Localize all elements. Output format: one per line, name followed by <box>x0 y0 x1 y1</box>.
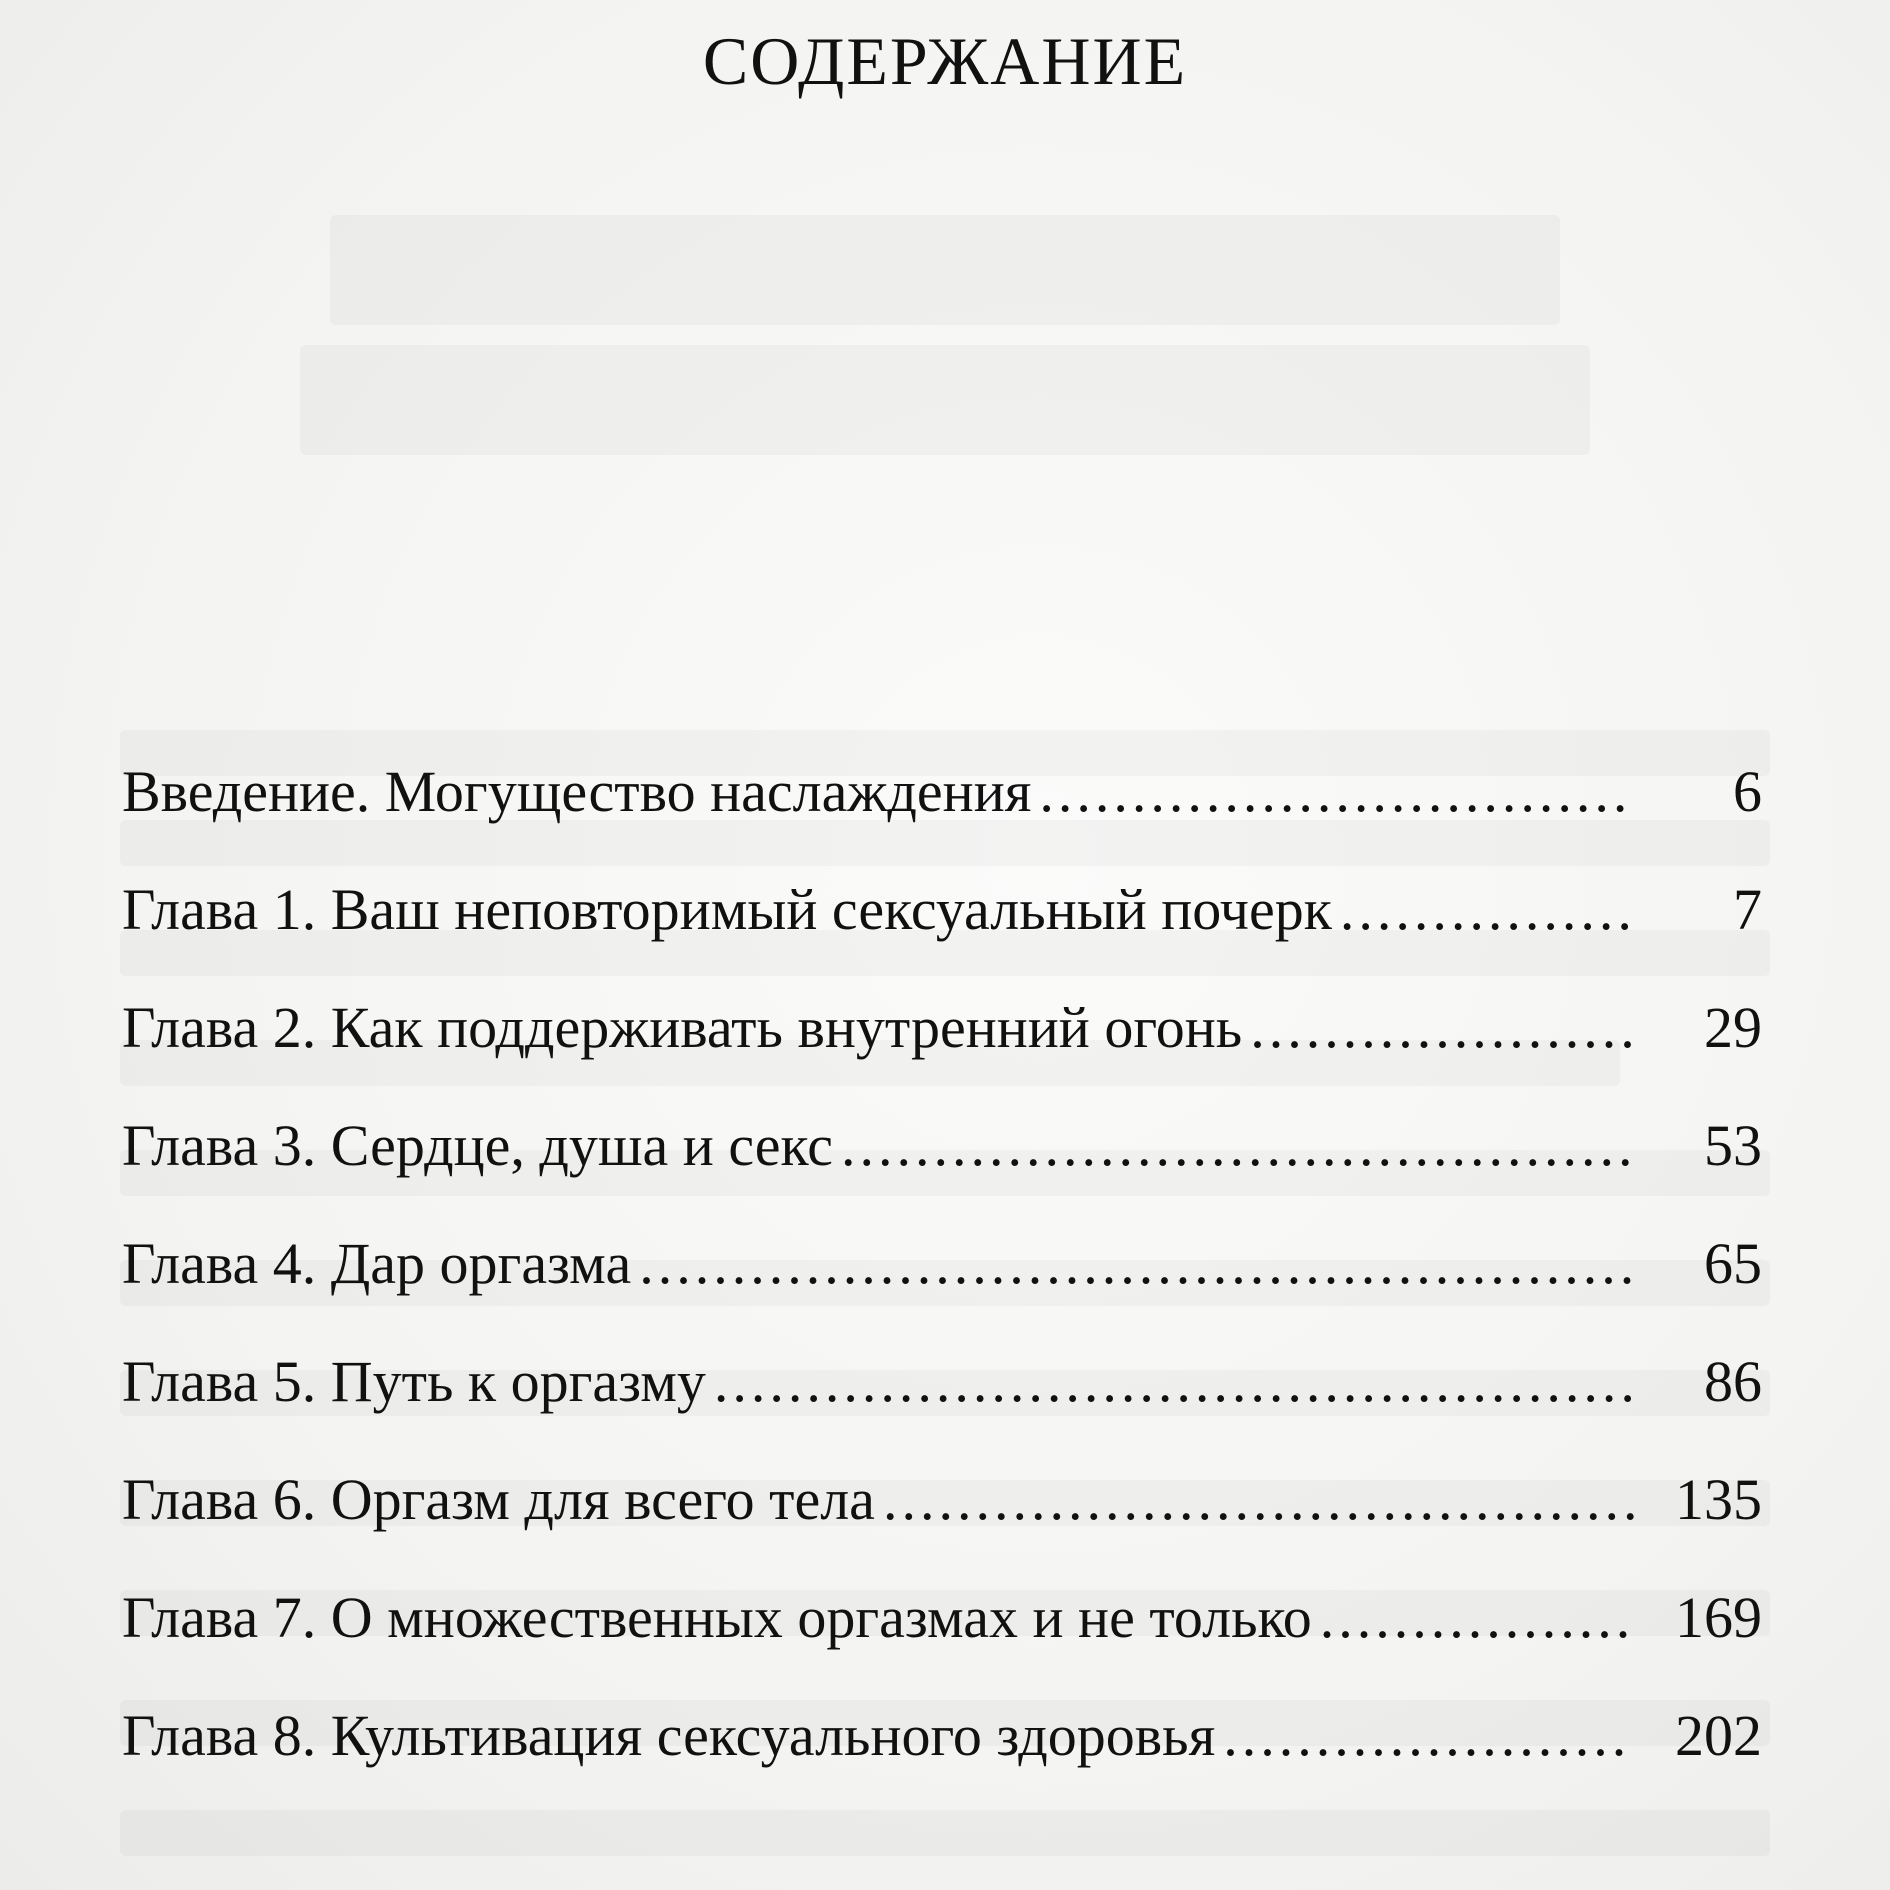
dot-leader <box>1250 994 1634 1061</box>
toc-entry-page: 53 <box>1704 1113 1762 1178</box>
toc-entry[interactable] <box>122 1348 1762 1466</box>
toc-entry[interactable] <box>122 876 1762 994</box>
dot-leader <box>1223 1702 1634 1769</box>
toc-entry-page: 65 <box>1704 1231 1762 1296</box>
toc-entry[interactable] <box>122 758 1762 876</box>
toc-entry-title: Глава 6. Оргазм для всего тела <box>122 1467 875 1532</box>
toc-entry-title: Глава 3. Сердце, душа и секс <box>122 1113 834 1178</box>
toc-entry-page: 29 <box>1704 995 1762 1060</box>
toc-entry-page: 86 <box>1704 1349 1762 1414</box>
toc-entry-title: Глава 7. О множественных оргазмах и не только <box>122 1585 1312 1650</box>
toc-entry-title: Глава 5. Путь к оргазму <box>122 1349 706 1414</box>
dot-leader <box>714 1348 1634 1415</box>
dot-leader <box>1340 876 1634 943</box>
toc-entry[interactable] <box>122 1112 1762 1230</box>
toc-entry-title: Глава 2. Как поддерживать внутренний огонь <box>122 995 1243 1060</box>
toc-entry-title: Глава 4. Дар оргазма <box>122 1231 632 1296</box>
table-of-contents <box>122 758 1762 1820</box>
dot-leader <box>1320 1584 1634 1651</box>
toc-entry-title: Введение. Могущество наслаждения <box>122 759 1032 824</box>
toc-entry-page: 135 <box>1675 1467 1762 1532</box>
toc-entry-page: 6 <box>1733 759 1762 824</box>
page-title: СОДЕРЖАНИЕ <box>702 23 1188 99</box>
toc-entry-page: 169 <box>1675 1585 1762 1650</box>
toc-entry-title: Глава 1. Ваш неповторимый сексуальный почерк <box>122 877 1332 942</box>
dot-leader <box>883 1466 1634 1533</box>
toc-entry[interactable] <box>122 994 1762 1112</box>
toc-entry-page: 202 <box>1675 1703 1762 1768</box>
dot-leader <box>841 1112 1634 1179</box>
dot-leader <box>639 1230 1634 1297</box>
toc-entry[interactable] <box>122 1230 1762 1348</box>
toc-entry-title: Глава 8. Культивация сексуального здоровья <box>122 1703 1216 1768</box>
toc-entry-page: 7 <box>1733 877 1762 942</box>
toc-entry[interactable] <box>122 1702 1762 1820</box>
toc-entry[interactable] <box>122 1466 1762 1584</box>
dot-leader <box>1039 758 1634 825</box>
toc-entry[interactable] <box>122 1584 1762 1702</box>
